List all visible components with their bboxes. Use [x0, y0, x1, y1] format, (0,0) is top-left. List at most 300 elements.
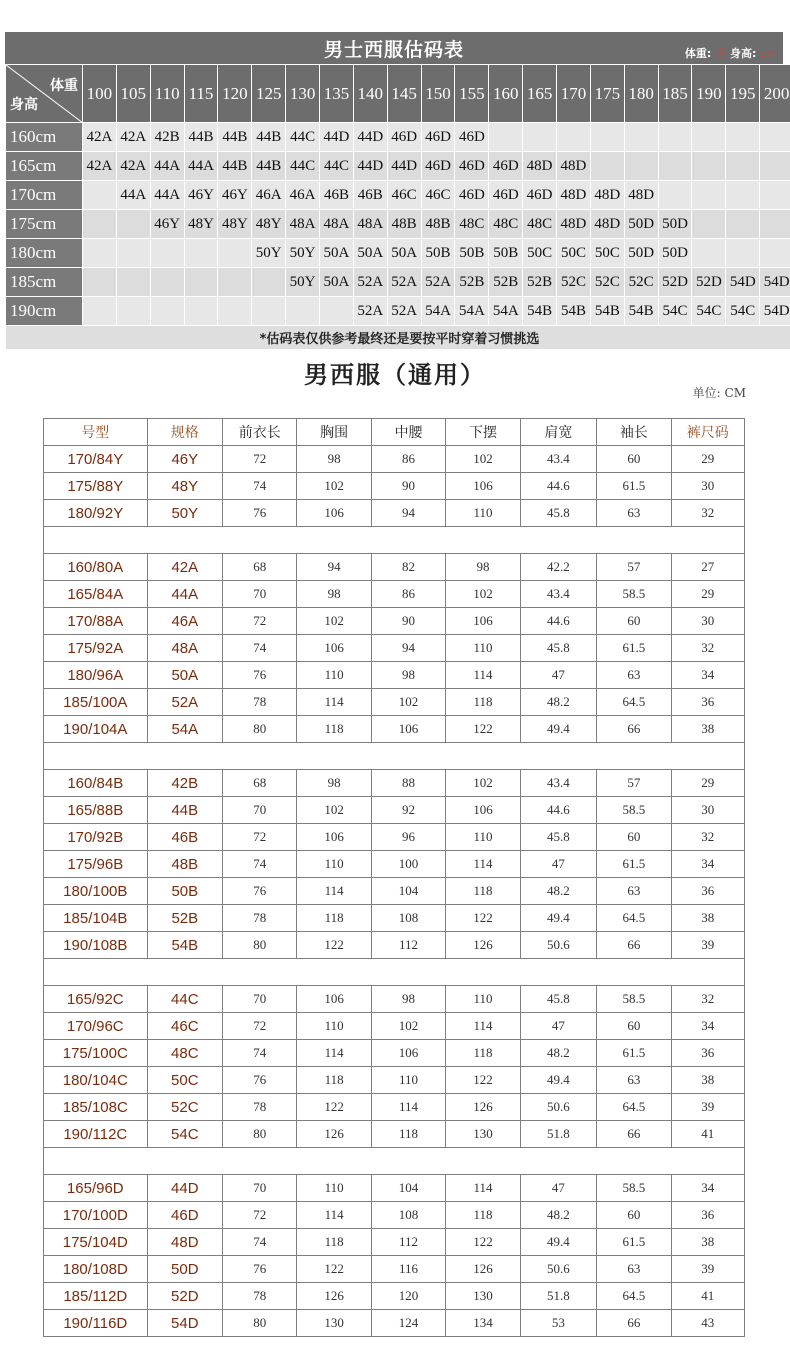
model-cell: 180/108D — [44, 1256, 148, 1283]
measure-cell: 39 — [671, 932, 744, 959]
measure-cell: 90 — [371, 473, 445, 500]
size-cell: 44B — [218, 152, 252, 181]
group-separator — [44, 959, 745, 986]
measure-cell: 110 — [297, 662, 371, 689]
measure-cell: 114 — [446, 1175, 520, 1202]
model-cell: 160/84B — [44, 770, 148, 797]
measure-cell: 110 — [297, 1013, 371, 1040]
spec-cell: 54B — [147, 932, 222, 959]
model-cell: 190/116D — [44, 1310, 148, 1337]
size-cell: 52A — [387, 268, 421, 297]
measure-cell: 32 — [671, 500, 744, 527]
spec-cell: 50C — [147, 1067, 222, 1094]
measure-cell: 63 — [597, 1067, 671, 1094]
size-cell: 48C — [523, 210, 557, 239]
size-cell: 52C — [590, 268, 624, 297]
measure-cell: 47 — [520, 1175, 596, 1202]
size-cell: 50B — [489, 239, 523, 268]
size-cell: 48B — [387, 210, 421, 239]
measure-cell: 118 — [371, 1121, 445, 1148]
estimate-title: 男士西服估码表 — [323, 39, 464, 61]
size-cell: 46D — [421, 152, 455, 181]
measure-cell: 61.5 — [597, 851, 671, 878]
spec-cell: 54C — [147, 1121, 222, 1148]
measure-cell: 126 — [446, 1094, 520, 1121]
size-cell: 44D — [387, 152, 421, 181]
measure-cell: 38 — [671, 905, 744, 932]
size-cell: 48D — [557, 210, 591, 239]
measure-cell: 106 — [297, 500, 371, 527]
measure-cell: 51.8 — [520, 1283, 596, 1310]
measure-cell: 30 — [671, 608, 744, 635]
measure-cell: 36 — [671, 1202, 744, 1229]
suit-row — [44, 635, 745, 662]
measure-cell: 61.5 — [597, 1040, 671, 1067]
size-cell — [726, 210, 760, 239]
suit-row — [44, 608, 745, 635]
note-row — [6, 326, 790, 350]
size-cell: 50A — [320, 268, 354, 297]
measure-cell: 32 — [671, 986, 744, 1013]
size-cell — [726, 152, 760, 181]
size-cell — [150, 268, 184, 297]
measure-cell: 34 — [671, 1013, 744, 1040]
measure-cell: 49.4 — [520, 1067, 596, 1094]
measure-cell: 50.6 — [520, 932, 596, 959]
size-cell — [83, 268, 117, 297]
suit-column-header: 前衣长 — [223, 419, 297, 446]
measure-cell: 58.5 — [597, 1175, 671, 1202]
size-cell — [658, 123, 692, 152]
spec-cell: 50D — [147, 1256, 222, 1283]
weight-header: 165 — [523, 65, 557, 123]
measure-cell: 72 — [223, 608, 297, 635]
measure-cell: 60 — [597, 446, 671, 473]
suit-row — [44, 1013, 745, 1040]
measure-cell: 122 — [446, 1229, 520, 1256]
size-cell: 54A — [489, 297, 523, 326]
size-cell — [658, 152, 692, 181]
size-cell — [252, 297, 286, 326]
size-cell: 52B — [455, 268, 489, 297]
measure-cell: 106 — [297, 635, 371, 662]
suit-table-title: 男西服（通用） — [304, 360, 486, 389]
measure-cell: 44.6 — [520, 473, 596, 500]
size-cell — [760, 123, 790, 152]
size-cell — [218, 239, 252, 268]
model-cell: 165/88B — [44, 797, 148, 824]
measure-cell: 74 — [223, 851, 297, 878]
suit-row — [44, 986, 745, 1013]
spec-cell: 44C — [147, 986, 222, 1013]
measure-cell: 110 — [446, 635, 520, 662]
measure-cell: 43.4 — [520, 581, 596, 608]
suit-row — [44, 824, 745, 851]
measure-cell: 34 — [671, 851, 744, 878]
measure-cell: 114 — [297, 1202, 371, 1229]
model-cell: 170/100D — [44, 1202, 148, 1229]
measure-cell: 27 — [671, 554, 744, 581]
model-cell: 175/100C — [44, 1040, 148, 1067]
measure-cell: 72 — [223, 446, 297, 473]
suit-row — [44, 1256, 745, 1283]
suit-row — [44, 797, 745, 824]
size-cell: 50C — [557, 239, 591, 268]
weight-header: 100 — [83, 65, 117, 123]
measure-cell: 126 — [297, 1283, 371, 1310]
measure-cell: 58.5 — [597, 581, 671, 608]
measure-cell: 64.5 — [597, 1094, 671, 1121]
size-cell: 54D — [760, 268, 790, 297]
measure-cell: 92 — [371, 797, 445, 824]
measure-cell: 130 — [297, 1310, 371, 1337]
size-cell — [692, 210, 726, 239]
measure-cell: 78 — [223, 905, 297, 932]
measure-cell: 60 — [597, 1202, 671, 1229]
measure-cell: 114 — [297, 878, 371, 905]
measure-cell: 58.5 — [597, 797, 671, 824]
size-cell: 50Y — [286, 239, 320, 268]
measure-cell: 66 — [597, 1310, 671, 1337]
measure-cell: 48.2 — [520, 1202, 596, 1229]
suit-row — [44, 689, 745, 716]
measure-cell: 114 — [371, 1094, 445, 1121]
measure-cell: 76 — [223, 1067, 297, 1094]
size-cell: 50B — [421, 239, 455, 268]
spec-cell: 44D — [147, 1175, 222, 1202]
spec-cell: 52B — [147, 905, 222, 932]
measure-cell: 124 — [371, 1310, 445, 1337]
weight-header: 170 — [557, 65, 591, 123]
measure-cell: 70 — [223, 1175, 297, 1202]
suit-column-header: 下摆 — [446, 419, 520, 446]
size-cell — [760, 181, 790, 210]
size-cell: 48A — [320, 210, 354, 239]
suit-unit-label: 单位: CM — [692, 386, 746, 400]
measure-cell: 38 — [671, 1067, 744, 1094]
size-cell — [692, 239, 726, 268]
suit-row — [44, 554, 745, 581]
measure-cell: 86 — [371, 446, 445, 473]
size-cell: 46B — [320, 181, 354, 210]
size-cell: 48A — [353, 210, 387, 239]
measure-cell: 118 — [297, 1067, 371, 1094]
measure-cell: 110 — [446, 500, 520, 527]
weight-header: 125 — [252, 65, 286, 123]
spec-cell: 48D — [147, 1229, 222, 1256]
size-cell — [726, 123, 760, 152]
measure-cell: 126 — [297, 1121, 371, 1148]
size-cell: 54B — [624, 297, 658, 326]
measure-cell: 94 — [297, 554, 371, 581]
spec-cell: 52A — [147, 689, 222, 716]
height-label: 185cm — [6, 268, 83, 297]
size-cell: 46C — [421, 181, 455, 210]
measure-cell: 38 — [671, 1229, 744, 1256]
size-cell: 50A — [387, 239, 421, 268]
measure-cell: 57 — [597, 770, 671, 797]
measure-cell: 72 — [223, 824, 297, 851]
group-separator — [44, 527, 745, 554]
measure-cell: 50.6 — [520, 1256, 596, 1283]
estimate-note: *估码表仅供参考最终还是要按平时穿着习惯挑选 — [6, 326, 790, 350]
height-label: 180cm — [6, 239, 83, 268]
measure-cell: 134 — [446, 1310, 520, 1337]
spec-cell: 54D — [147, 1310, 222, 1337]
size-cell: 52D — [692, 268, 726, 297]
size-cell: 44A — [116, 181, 150, 210]
size-cell: 50C — [523, 239, 557, 268]
suit-column-header: 裤尺码 — [671, 419, 744, 446]
size-cell — [150, 239, 184, 268]
measure-cell: 82 — [371, 554, 445, 581]
measure-cell: 36 — [671, 878, 744, 905]
size-cell — [218, 268, 252, 297]
weight-header: 190 — [692, 65, 726, 123]
suit-row — [44, 500, 745, 527]
measure-cell: 90 — [371, 608, 445, 635]
size-cell: 46Y — [150, 210, 184, 239]
spec-cell: 48B — [147, 851, 222, 878]
size-cell — [83, 297, 117, 326]
height-label: 175cm — [6, 210, 83, 239]
measure-cell: 102 — [297, 608, 371, 635]
weight-header: 200 — [760, 65, 790, 123]
spec-cell: 50A — [147, 662, 222, 689]
spec-cell: 52D — [147, 1283, 222, 1310]
measure-cell: 106 — [297, 824, 371, 851]
measure-cell: 53 — [520, 1310, 596, 1337]
measure-cell: 108 — [371, 905, 445, 932]
weight-header: 155 — [455, 65, 489, 123]
size-cell: 50D — [624, 210, 658, 239]
size-cell: 44D — [353, 152, 387, 181]
size-cell: 44B — [184, 123, 218, 152]
size-cell: 52A — [353, 297, 387, 326]
measure-cell: 64.5 — [597, 1283, 671, 1310]
model-cell: 170/88A — [44, 608, 148, 635]
measure-cell: 80 — [223, 716, 297, 743]
measure-cell: 63 — [597, 662, 671, 689]
weight-header: 195 — [726, 65, 760, 123]
height-label: 190cm — [6, 297, 83, 326]
size-cell — [760, 210, 790, 239]
size-cell: 48D — [557, 181, 591, 210]
size-cell: 54C — [726, 297, 760, 326]
measure-cell: 72 — [223, 1202, 297, 1229]
measure-cell: 118 — [446, 1202, 520, 1229]
size-cell — [184, 239, 218, 268]
model-cell: 175/96B — [44, 851, 148, 878]
size-cell: 50Y — [252, 239, 286, 268]
model-cell: 190/104A — [44, 716, 148, 743]
measure-cell: 45.8 — [520, 500, 596, 527]
measure-cell: 45.8 — [520, 986, 596, 1013]
suit-column-header: 胸围 — [297, 419, 371, 446]
weight-header: 135 — [320, 65, 354, 123]
size-cell: 52C — [557, 268, 591, 297]
size-cell — [116, 268, 150, 297]
size-cell: 46D — [455, 152, 489, 181]
size-cell: 54B — [523, 297, 557, 326]
size-cell — [523, 123, 557, 152]
size-cell: 48Y — [218, 210, 252, 239]
size-cell: 52D — [658, 268, 692, 297]
measure-cell: 122 — [446, 716, 520, 743]
size-cell: 48B — [421, 210, 455, 239]
measure-cell: 104 — [371, 878, 445, 905]
size-cell: 54B — [590, 297, 624, 326]
spec-cell: 46Y — [147, 446, 222, 473]
size-cell: 48Y — [184, 210, 218, 239]
model-cell: 190/108B — [44, 932, 148, 959]
measure-cell: 106 — [371, 716, 445, 743]
measure-cell: 72 — [223, 1013, 297, 1040]
size-cell: 52B — [489, 268, 523, 297]
model-cell: 185/104B — [44, 905, 148, 932]
measure-cell: 38 — [671, 716, 744, 743]
measure-cell: 126 — [446, 932, 520, 959]
unit-weight-label: 体重: — [684, 47, 712, 60]
size-cell: 52A — [421, 268, 455, 297]
size-cell: 42A — [116, 123, 150, 152]
measure-cell: 80 — [223, 932, 297, 959]
suit-size-table — [43, 418, 745, 1337]
size-cell: 50D — [658, 239, 692, 268]
spec-cell: 42A — [147, 554, 222, 581]
size-cell: 46Y — [184, 181, 218, 210]
measure-cell: 74 — [223, 1229, 297, 1256]
size-cell: 50C — [590, 239, 624, 268]
measure-cell: 74 — [223, 635, 297, 662]
measure-cell: 60 — [597, 1013, 671, 1040]
measure-cell: 50.6 — [520, 1094, 596, 1121]
size-cell — [184, 268, 218, 297]
size-cell: 50A — [353, 239, 387, 268]
size-cell — [726, 239, 760, 268]
measure-cell: 42.2 — [520, 554, 596, 581]
size-cell: 52A — [387, 297, 421, 326]
spec-cell: 42B — [147, 770, 222, 797]
suit-row — [44, 1121, 745, 1148]
weight-header: 110 — [150, 65, 184, 123]
unit-height: cm — [760, 47, 777, 60]
measure-cell: 44.6 — [520, 797, 596, 824]
size-cell: 48C — [455, 210, 489, 239]
size-cell — [489, 123, 523, 152]
model-cell: 160/80A — [44, 554, 148, 581]
measure-cell: 122 — [297, 1256, 371, 1283]
measure-cell: 114 — [446, 1013, 520, 1040]
measure-cell: 39 — [671, 1256, 744, 1283]
measure-cell: 70 — [223, 986, 297, 1013]
measure-cell: 118 — [446, 689, 520, 716]
measure-cell: 118 — [446, 1040, 520, 1067]
measure-cell: 108 — [371, 1202, 445, 1229]
suit-row — [44, 1202, 745, 1229]
measure-cell: 66 — [597, 716, 671, 743]
size-cell — [590, 123, 624, 152]
suit-row — [44, 851, 745, 878]
measure-cell: 66 — [597, 1121, 671, 1148]
measure-cell: 98 — [446, 554, 520, 581]
measure-cell: 76 — [223, 1256, 297, 1283]
measure-cell: 114 — [297, 1040, 371, 1067]
spec-cell: 48A — [147, 635, 222, 662]
size-cell: 54B — [557, 297, 591, 326]
suit-row — [44, 446, 745, 473]
measure-cell: 61.5 — [597, 473, 671, 500]
model-cell: 185/100A — [44, 689, 148, 716]
size-cell: 46D — [455, 181, 489, 210]
spec-cell: 48Y — [147, 473, 222, 500]
measure-cell: 98 — [371, 986, 445, 1013]
weight-header: 130 — [286, 65, 320, 123]
size-cell: 54C — [692, 297, 726, 326]
measure-cell: 110 — [371, 1067, 445, 1094]
measure-cell: 49.4 — [520, 1229, 596, 1256]
height-row — [6, 297, 790, 326]
weight-header: 180 — [624, 65, 658, 123]
measure-cell: 43.4 — [520, 446, 596, 473]
measure-cell: 98 — [297, 446, 371, 473]
size-cell — [760, 239, 790, 268]
model-cell: 180/104C — [44, 1067, 148, 1094]
suit-row — [44, 473, 745, 500]
model-cell: 170/84Y — [44, 446, 148, 473]
suit-row — [44, 878, 745, 905]
suit-row — [44, 1040, 745, 1067]
size-cell: 52A — [353, 268, 387, 297]
spec-cell: 50B — [147, 878, 222, 905]
suit-row — [44, 716, 745, 743]
measure-cell: 98 — [297, 770, 371, 797]
size-cell: 46B — [353, 181, 387, 210]
measure-cell: 80 — [223, 1121, 297, 1148]
measure-cell: 102 — [371, 1013, 445, 1040]
measure-cell: 110 — [297, 851, 371, 878]
measure-cell: 47 — [520, 662, 596, 689]
suit-row — [44, 1310, 745, 1337]
size-cell — [692, 123, 726, 152]
suit-row — [44, 1067, 745, 1094]
size-cell: 48Y — [252, 210, 286, 239]
weight-header: 150 — [421, 65, 455, 123]
height-row — [6, 210, 790, 239]
measure-cell: 48.2 — [520, 689, 596, 716]
size-cell — [760, 152, 790, 181]
measure-cell: 110 — [297, 1175, 371, 1202]
weight-header: 185 — [658, 65, 692, 123]
size-cell: 44B — [252, 152, 286, 181]
size-cell: 46Y — [218, 181, 252, 210]
spec-cell: 46B — [147, 824, 222, 851]
suit-row — [44, 770, 745, 797]
suit-row — [44, 905, 745, 932]
measure-cell: 86 — [371, 581, 445, 608]
size-cell — [692, 181, 726, 210]
size-estimate-table — [5, 64, 790, 350]
estimate-title-bar — [5, 32, 783, 64]
measure-cell: 94 — [371, 500, 445, 527]
height-label: 160cm — [6, 123, 83, 152]
size-cell: 44D — [320, 123, 354, 152]
weight-header: 140 — [353, 65, 387, 123]
measure-cell: 61.5 — [597, 1229, 671, 1256]
size-cell — [116, 210, 150, 239]
measure-cell: 96 — [371, 824, 445, 851]
size-cell: 46D — [455, 123, 489, 152]
